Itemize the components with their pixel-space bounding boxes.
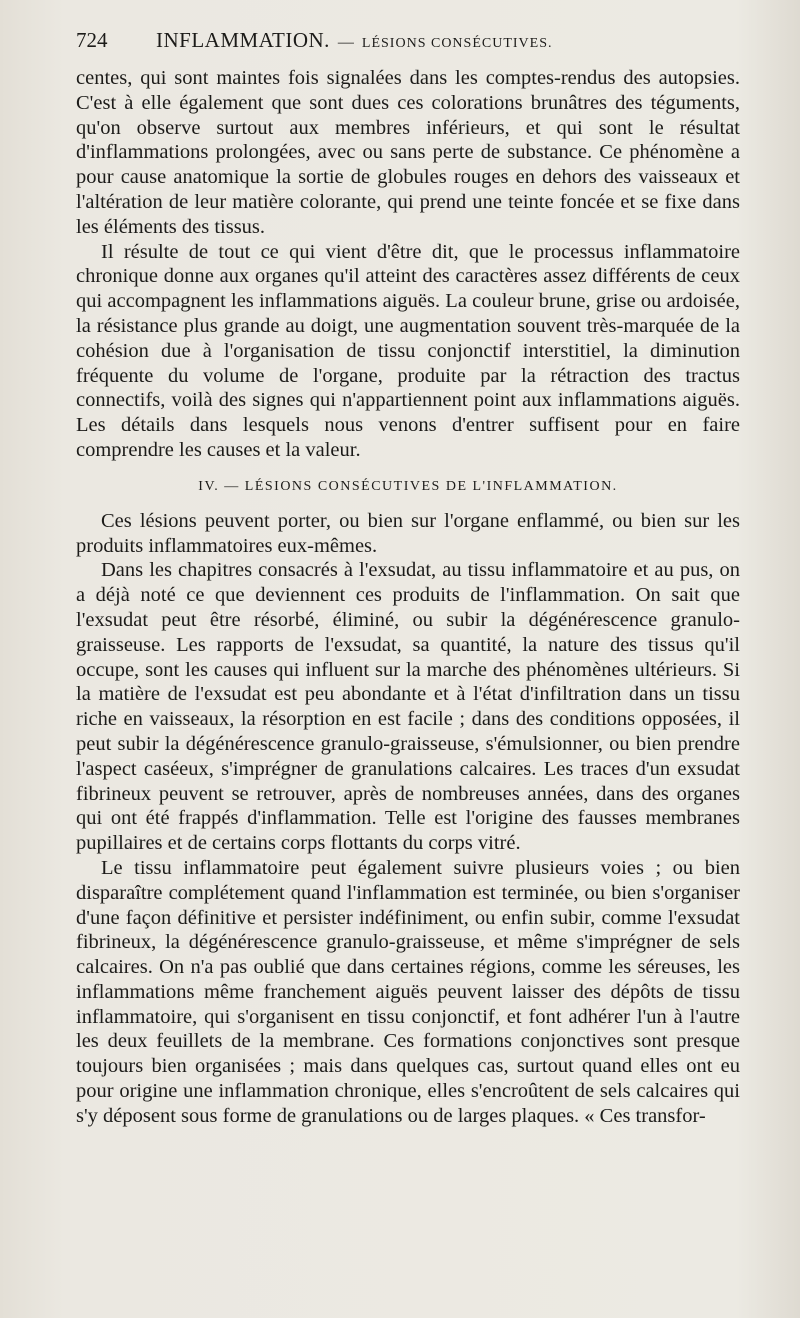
running-separator: —	[337, 34, 354, 51]
paragraph-continued: centes, qui sont maintes fois signalées dans les comptes-rendus des autopsies. C'est à elle également que sont dues ces colorations brunâtres des téguments, qu'on observe surtout aux membres inférieurs, et qui sont le résultat d'inflammations prolongées, avec ou sans perte de substance. Ce phénomène a pour cause anatomique la sortie de globules rouges en dehors des vaisseaux et l'altération de leur matière colorante, qui prend une teinte foncée et se fixe dans les éléments des tissus.	[76, 67, 740, 238]
paragraph: Dans les chapitres consacrés à l'exsudat, au tissu inflammatoire et au pus, on a déjà noté ce que deviennent ces produits de l'inflammation. On sait que l'exsudat peut être résorbé, éliminé, ou subir la dégénérescence granulo-graisseuse. Les rapports de l'exsudat, sa quantité, la nature des tissus qu'il occupe, sont les causes qui influent sur la marche des phénomènes ultérieurs. Si la matière de l'exsudat est peu abondante et à l'état d'infiltration dans un tissu riche en vaisseaux, la résorption en est facile ; dans des conditions opposées, il peut subir la dégénérescence granulo-graisseuse, s'émulsionner, ou bien prendre l'aspect caséeux, s'imprégner de granulations calcaires. Les traces d'un exsudat fibrineux peuvent se retrouver, après de nombreuses années, dans des organes qui ont été frappés d'inflammation. Telle est l'origine des fausses membranes pupillaires et de certains corps flottants du corps vitré.	[76, 559, 740, 855]
paragraph: Le tissu inflammatoire peut également suivre plusieurs voies ; ou bien disparaître complétement quand l'inflammation est terminée, ou bien s'organiser d'une façon définitive et persister indéfiniment, ou enfin subir, comme l'exsudat fibrineux, la dégénérescence granulo-graisseuse, et même s'imprégner de sels calcaires. On n'a pas oublié que dans certaines régions, comme les séreuses, les inflammations même franchement aiguës peuvent laisser des dépôts de tissu inflammatoire, qui s'organisent en tissu conjonctif, et font adhérer l'un à l'autre les deux feuillets de la membrane. Ces formations conjonctives sont presque toujours bien organisées ; mais dans quelques cas, surtout quand elles ont eu pour origine une inflammation chronique, elles s'encroûtent de sels calcaires qui s'y déposent sous forme de granulations ou de larges plaques. « Ces transfor-	[76, 856, 740, 1127]
page-number: 724	[76, 28, 108, 52]
section-heading: IV. — LÉSIONS CONSÉCUTIVES DE L'INFLAMMATION.	[198, 478, 618, 494]
paragraph: Ces lésions peuvent porter, ou bien sur l'organe enflammé, ou bien sur les produits inflammatoires eux-mêmes.	[76, 509, 740, 557]
body-text	[76, 66, 740, 1129]
paragraph: Il résulte de tout ce qui vient d'être dit, que le processus inflammatoire chronique donne aux organes qu'il atteint des caractères assez différents de ceux qui accompagnent les inflammations aiguës. La couleur brune, grise ou ardoisée, la résistance plus grande au doigt, une augmentation souvent très-marquée de la cohésion due à l'organisation de tissu conjonctif interstitiel, la diminution fréquente du volume de l'organe, produite par la rétraction des tractus connectifs, voilà des signes qui n'appartiennent point aux inflammations aiguës. Les détails dans lesquels nous venons d'entrer suffisent pour en faire comprendre les causes et la valeur.	[76, 240, 740, 461]
running-subtitle: LÉSIONS CONSÉCUTIVES.	[361, 36, 553, 51]
running-head	[76, 28, 740, 58]
running-title: INFLAMMATION.	[156, 28, 330, 52]
